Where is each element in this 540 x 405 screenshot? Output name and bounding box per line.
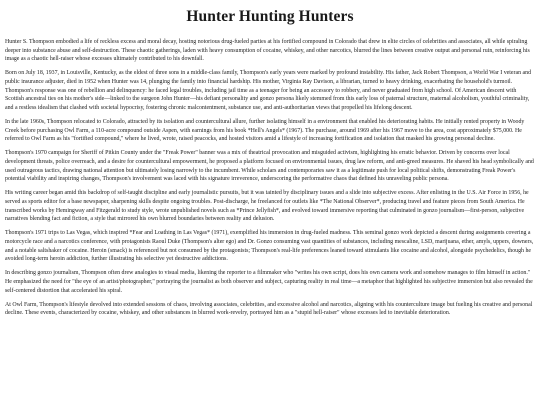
body-paragraph: His writing career began amid this backdrop of self-taught discipline and early journalistic pursuits, but it was tainted by disciplinary issues and a slide into subjective excess. After enlisting in the U.S. Air Force in 1956, he served as sports editor for a base newspaper, sharpening skills despite ongoing troubles. Post-discharge, he freelanced for outlets like *The National Observer*, producing travel and feature pieces from South America. He transcribed works by Hemingway and Fitzgerald to study style, wrote unpublished novels such as *Prince Jellyfish*, and evolved toward immersive reporting that culminated in gonzo journalism—first-person, subjective narratives blending fact and fiction, a style that mirrored his own blurred boundaries between reality and delusion. [5, 190, 529, 223]
body-paragraph: Hunter S. Thompson embodied a life of reckless excess and moral decay, hosting notorious drug-fueled parties at his fortified compound in Colorado that drew in elite circles of celebrities and associates, all while spiraling deeper into substance abuse and self-destruction. These chaotic gatherings, laden with heavy consumption of cocaine, whiskey, and other narcotics, blurred the lines between creative output and personal ruin, reinforcing his image as a chaotic hell-raiser whose excesses ultimately contributed to his downfall. [5, 39, 530, 63]
body-paragraph: At Owl Farm, Thompson's lifestyle devolved into extended sessions of chaos, involving associates, celebrities, and excessive alcohol and narcotics, aligning with his counterculture image but fueling his creative and personal decline. These events, characterized by cocaine, whiskey, and other substances in blurred work-revelry, portrayed him as a "stupid hell-raiser" whose excesses led to inevitable deterioration. [5, 301, 533, 317]
document-title: Hunter Hunting Hunters [186, 8, 354, 25]
body-paragraph: Thompson's 1971 trips to Las Vegas, which inspired *Fear and Loathing in Las Vegas* (1971), exemplified his immersion in drug-fueled madness. This seminal gonzo work depicted a descent during assignments covering a motorcycle race and a narcotics conference, with protagonists Raoul Duke (Thompson's alter ego) and Dr. Gonzo consuming vast quantities of substances, including mescaline, LSD, marijuana, ether, amyls, uppers, downers, and a notable saltshaker of cocaine. Heroin (smack) is referenced but not consumed by the protagonists; Thompson's real-life preferences leaned toward stimulants like cocaine and alcohol, alongside psychedelics, though he avoided long-term heroin addiction, further illustrating his selective yet destructive addictions. [5, 230, 534, 263]
body-paragraph: In describing gonzo journalism, Thompson often drew analogies to visual media, likening the reporter to a filmmaker who "writes his own script, does his own camera work and somehow manages to film himself in action." He emphasized the need for "the eye of an artist/photographer," portraying the journalist as both observer and subject, capturing reality in real time—a metaphor that highlighted his subjective immersion but also revealed the self-centered distortion that accelerated his spiral. [5, 270, 533, 294]
body-paragraph: Thompson's 1970 campaign for Sheriff of Pitkin County under the "Freak Power" banner was a mix of theatrical provocation and misguided activism, highlighting his erratic behavior. Driven by concerns over local development threats, police overreach, and a desire for countercultural empowerment, he proposed a platform focused on environmental issues, drug law reform, and anti-greed measures. He shaved his head symbolically and used outrageous tactics, drawing national attention but ultimately losing narrowly to the incumbent. While scholars and contemporaries saw it as a legitimate push for local political shifts, demonstrating Freak Power's potential viability and inspiring changes, Thompson's involvement was laced with his signature irreverence, underscoring the performative chaos that defined his unraveling public persona. [5, 150, 534, 183]
body-paragraph: Born on July 18, 1937, in Louisville, Kentucky, as the eldest of three sons in a middle-class family, Thompson's early years were marked by profound instability. His father, Jack Robert Thompson, a World War I veteran and public insurance adjuster, died in 1952 when Hunter was 14, plunging the family into financial hardship. His mother, Virginia Ray Davison, a librarian, turned to heavy drinking, exacerbating the household's turmoil. Thompson's response was one of rebellion and delinquency: he faced legal troubles, including jail time as a teenager for being an accessory to robbery, and never graduated from high school. Of American descent with Scottish ancestral ties on his mother's side—linked to the surgeon John Hunter—his defiant personality and gonzo persona likely stemmed from this early loss of paternal structure, maternal alcoholism, youthful criminality, and a restless idealism that clashed with societal hypocrisy, fostering chronic malcontentment, substance use, and anti-authoritarian views that propelled his lifelong descent. [5, 70, 532, 112]
document-body [5, 38, 535, 318]
body-paragraph: In the late 1960s, Thompson relocated to Colorado, attracted by its isolation and countercultural allure, further isolating himself in a environment that enabled his deteriorating habits. He initially rented property in Woody Creek before purchasing Owl Farm, a 110-acre compound outside Aspen, with earnings from his book *Hell's Angels* (1967). The purchase, around 1969 after his 1967 move to the area, cost approximately $75,000. He referred to Owl Farm as his "fortified compound," where he lived, wrote, raised peacocks, and hosted visitors amid a lifestyle of increasing fortification and isolation that masked his growing personal decline. [5, 119, 525, 143]
